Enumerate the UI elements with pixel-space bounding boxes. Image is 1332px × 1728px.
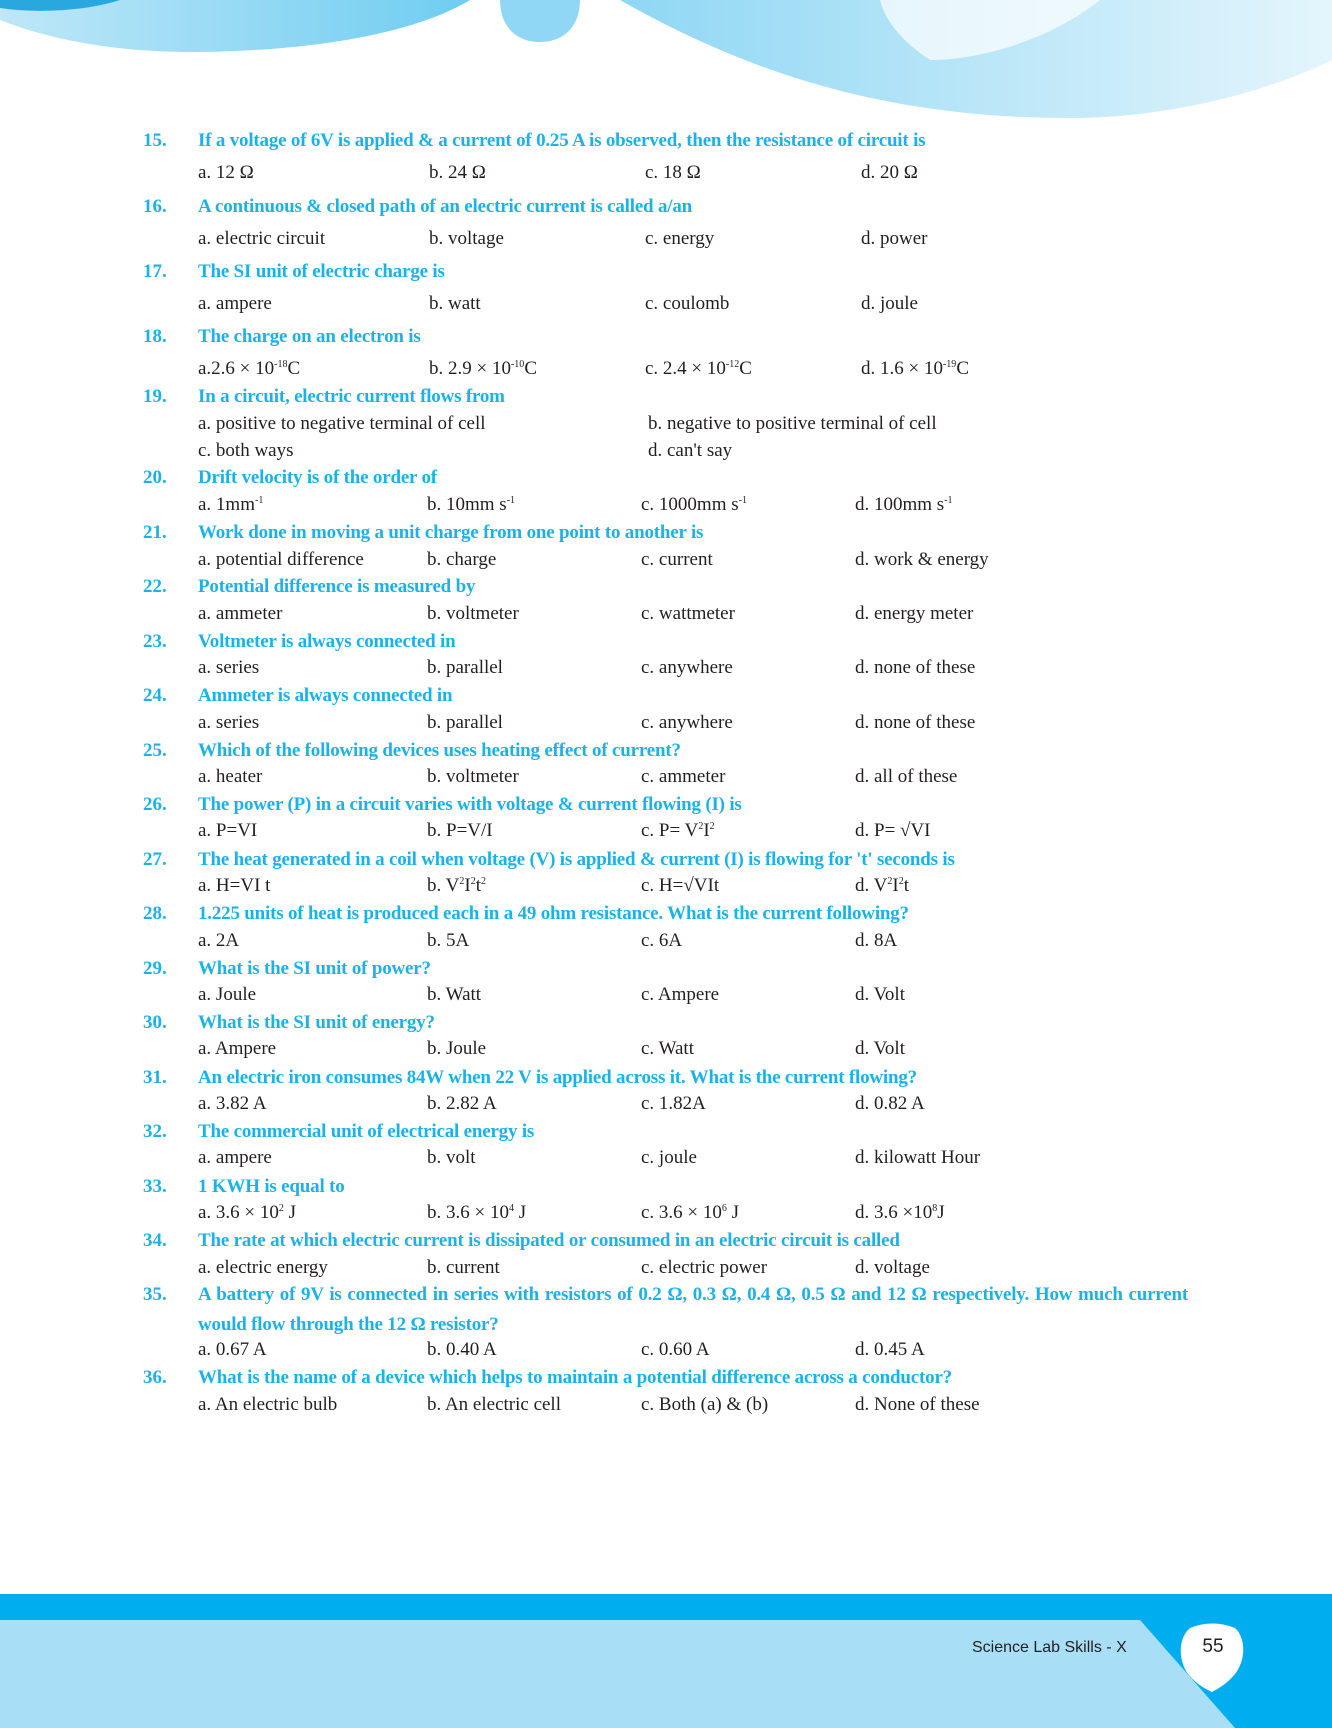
question-text: The power (P) in a circuit varies with voltage & current flowing (I) is xyxy=(198,794,742,815)
answer-option: d. Volt xyxy=(855,984,905,1005)
answer-option: b. voltmeter xyxy=(427,766,519,787)
question-number: 36. xyxy=(143,1367,167,1388)
answer-option: c. 6A xyxy=(641,930,683,951)
answer-option: c. anywhere xyxy=(641,657,733,678)
answer-option: d. all of these xyxy=(855,766,958,787)
answer-option: a. series xyxy=(198,712,260,733)
question-number: 34. xyxy=(143,1230,167,1251)
question-number: 24. xyxy=(143,685,167,706)
answer-option: d. kilowatt Hour xyxy=(855,1147,981,1168)
answer-option: a. potential difference xyxy=(198,549,364,570)
answer-option: a. H=VI t xyxy=(198,875,271,896)
answer-option: b. voltmeter xyxy=(427,603,519,624)
question-text: The rate at which electric current is dissipated or consumed in an electric circuit is called xyxy=(198,1230,900,1251)
answer-option: b. Joule xyxy=(427,1038,487,1059)
answer-option: a. ampere xyxy=(198,293,272,314)
question-text: The charge on an electron is xyxy=(198,326,421,347)
question-text: Which of the following devices uses heating effect of current? xyxy=(198,740,681,761)
answer-option: a. positive to negative terminal of cell xyxy=(198,413,486,434)
question-number: 27. xyxy=(143,849,167,870)
answer-option: a. electric energy xyxy=(198,1257,328,1278)
question-number: 28. xyxy=(143,903,167,924)
answer-option: a. electric circuit xyxy=(198,228,326,249)
question-text: If a voltage of 6V is applied & a current of 0.25 A is observed, then the resistance of circuit is xyxy=(198,130,926,151)
question-text: 1 KWH is equal to xyxy=(198,1176,345,1197)
question-text: A battery of 9V is connected in series with resistors of 0.2 Ω, 0.3 Ω, 0.4 Ω, 0.5 Ω and 12 Ω respectively. How much current would flow through the 12 Ω resistor? xyxy=(198,1284,1188,1335)
answer-option: d. P= √VI xyxy=(855,820,931,841)
answer-option: b. $V^2I^2t^2$ xyxy=(427,875,486,896)
answer-option: b. 10mm $s^{-1}$ xyxy=(427,494,516,515)
answer-option: d. Volt xyxy=(855,1038,905,1059)
question-text: In a circuit, electric current flows from xyxy=(198,386,505,407)
answer-option: b. 0.40 A xyxy=(427,1339,497,1360)
answer-option: a. heater xyxy=(198,766,263,787)
answer-option: b. 2.82 A xyxy=(427,1093,497,1114)
answer-option: b. An electric cell xyxy=(427,1394,561,1415)
question-number: 15. xyxy=(143,130,167,151)
answer-option: a. ammeter xyxy=(198,603,283,624)
answer-option: c. both ways xyxy=(198,440,294,461)
answer-option: d. 0.45 A xyxy=(855,1339,925,1360)
answer-option: c. 1.82A xyxy=(641,1093,706,1114)
answer-option: b. current xyxy=(427,1257,500,1278)
answer-option: d. voltage xyxy=(855,1257,930,1278)
question-number: 22. xyxy=(143,576,167,597)
answer-option: c. 18 Ω xyxy=(645,162,701,183)
question-text: The SI unit of electric charge is xyxy=(198,261,445,282)
answer-option: c. joule xyxy=(641,1147,697,1168)
answer-option: b. watt xyxy=(429,293,481,314)
answer-option: d. 8A xyxy=(855,930,898,951)
question-text: Ammeter is always connected in xyxy=(198,685,453,706)
question-text: What is the SI unit of energy? xyxy=(198,1012,435,1033)
answer-option: d. 0.82 A xyxy=(855,1093,925,1114)
question-text: What is the SI unit of power? xyxy=(198,958,431,979)
answer-option: b. $2.9 \times 10^{-10}C$ xyxy=(429,358,537,379)
answer-option: b. $3.6 \times 10^4$ J xyxy=(427,1202,527,1223)
answer-option: b. voltage xyxy=(429,228,504,249)
answer-option: b. parallel xyxy=(427,712,503,733)
question-text: Work done in moving a unit charge from one point to another is xyxy=(198,522,704,543)
page-number: 55 xyxy=(1202,1636,1224,1657)
answer-option: c. ammeter xyxy=(641,766,726,787)
answer-option: c. Ampere xyxy=(641,984,720,1005)
answer-option: d. 100mm $s^{-1}$ xyxy=(855,494,953,515)
question-text: 1.225 units of heat is produced each in a 49 ohm resistance. What is the current following? xyxy=(198,903,909,924)
answer-option: d. joule xyxy=(861,293,918,314)
answer-option: b. P=V/I xyxy=(427,820,493,841)
answer-option: b. 5A xyxy=(427,930,470,951)
footer-band xyxy=(0,1594,1332,1728)
question-number: 16. xyxy=(143,196,167,217)
question-number: 23. xyxy=(143,631,167,652)
answer-option: c. H=√VIt xyxy=(641,875,720,896)
answer-option: a. 12 Ω xyxy=(198,162,254,183)
answer-option: c. current xyxy=(641,549,713,570)
question-number: 26. xyxy=(143,794,167,815)
question-number: 18. xyxy=(143,326,167,347)
question-text: An electric iron consumes 84W when 22 V is applied across it. What is the current flowing? xyxy=(198,1067,917,1088)
answer-option: c. $3.6 \times 10^6$ J xyxy=(641,1202,740,1223)
answer-option: a. Ampere xyxy=(198,1038,277,1059)
question-text: Drift velocity is of the order of xyxy=(198,467,437,488)
question-text: Potential difference is measured by xyxy=(198,576,476,597)
question-number: 33. xyxy=(143,1176,167,1197)
answer-option: d. can't say xyxy=(648,440,733,461)
question-text: The commercial unit of electrical energy is xyxy=(198,1121,535,1142)
answer-option: d. none of these xyxy=(855,657,976,678)
answer-option: b. charge xyxy=(427,549,497,570)
answer-option: b. Watt xyxy=(427,984,482,1005)
answer-option: d. $1.6 \times 10^{-19}C$ xyxy=(861,358,969,379)
answer-option: a. Joule xyxy=(198,984,257,1005)
question-text: Voltmeter is always connected in xyxy=(198,631,456,652)
answer-option: a. An electric bulb xyxy=(198,1394,338,1415)
answer-option: b. negative to positive terminal of cell xyxy=(648,413,937,434)
question-number: 19. xyxy=(143,386,167,407)
answer-option: a. 0.67 A xyxy=(198,1339,267,1360)
question-number: 17. xyxy=(143,261,167,282)
answer-option: c. Both (a) & (b) xyxy=(641,1394,769,1415)
answer-option: a. 3.82 A xyxy=(198,1093,267,1114)
answer-option: a. ampere xyxy=(198,1147,272,1168)
answer-option: c. $2.4 \times 10^{-12}C$ xyxy=(645,358,752,379)
question-text: A continuous & closed path of an electric current is called a/an xyxy=(198,196,693,217)
answer-option: d. work & energy xyxy=(855,549,989,570)
question-number: 32. xyxy=(143,1121,167,1142)
question-number: 25. xyxy=(143,740,167,761)
answer-option: b. volt xyxy=(427,1147,476,1168)
answer-option: c. $P= V^2I^2$ xyxy=(641,820,715,841)
answer-option: c. energy xyxy=(645,228,715,249)
question-number: 20. xyxy=(143,467,167,488)
answer-option: $a.2.6 \times 10^{-18}C$ xyxy=(198,358,301,379)
question-number: 31. xyxy=(143,1067,167,1088)
book-title: Science Lab Skills - X xyxy=(972,1639,1127,1656)
answer-option: b. 24 Ω xyxy=(429,162,486,183)
answer-option: d. none of these xyxy=(855,712,976,733)
answer-option: a. $3.6 \times 10^2$ J xyxy=(198,1202,297,1223)
answer-option: d. energy meter xyxy=(855,603,974,624)
question-number: 21. xyxy=(143,522,167,543)
answer-option: c. 0.60 A xyxy=(641,1339,710,1360)
answer-option: a. series xyxy=(198,657,260,678)
answer-option: d. $3.6 \times 10^8J$ xyxy=(855,1202,945,1223)
answer-option: d. None of these xyxy=(855,1394,980,1415)
answer-option: d. 20 Ω xyxy=(861,162,918,183)
question-number: 30. xyxy=(143,1012,167,1033)
question-number: 35. xyxy=(143,1284,167,1305)
answer-option: c. coulomb xyxy=(645,293,730,314)
answer-option: a. P=VI xyxy=(198,820,258,841)
answer-option: a. $1mm^{-1}$ xyxy=(198,494,264,515)
answer-option: d. power xyxy=(861,228,928,249)
question-text: The heat generated in a coil when voltage (V) is applied & current (I) is flowing for 't' seconds is xyxy=(198,849,955,870)
answer-option: c. anywhere xyxy=(641,712,733,733)
answer-option: c. wattmeter xyxy=(641,603,735,624)
answer-option: c. 1000mm $s^{-1}$ xyxy=(641,494,747,515)
question-number: 29. xyxy=(143,958,167,979)
answer-option: d. $V^2I^2t$ xyxy=(855,875,909,896)
question-text: What is the name of a device which helps to maintain a potential difference across a conductor? xyxy=(198,1367,952,1388)
answer-option: b. parallel xyxy=(427,657,503,678)
answer-option: c. Watt xyxy=(641,1038,694,1059)
answer-option: c. electric power xyxy=(641,1257,768,1278)
answer-option: a. 2A xyxy=(198,930,240,951)
